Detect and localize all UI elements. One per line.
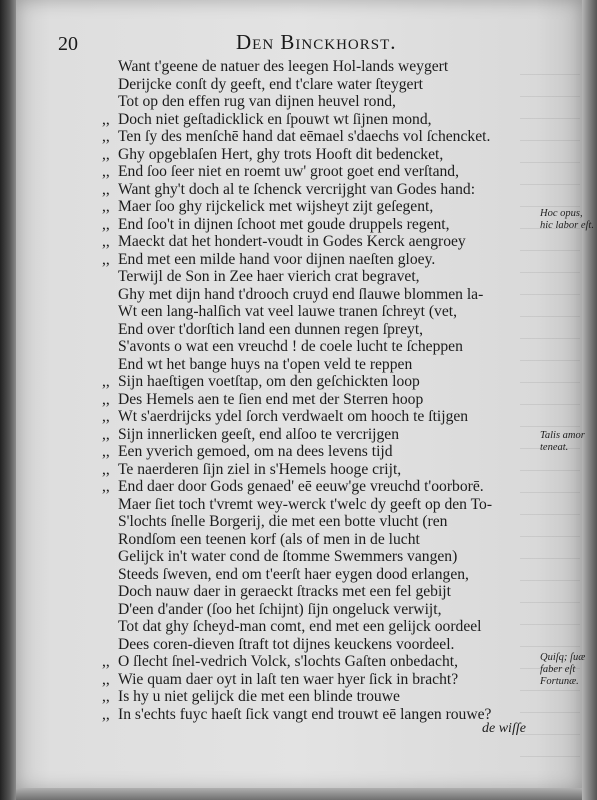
verse-line <box>102 198 433 216</box>
quotation-mark: ,, <box>102 233 110 250</box>
verse-text: Een yverich gemoed, om na dees levens tijd <box>118 443 393 460</box>
quotation-mark: ,, <box>102 425 110 443</box>
verse-line <box>102 461 401 479</box>
quotation-mark: ,, <box>102 198 110 215</box>
verse-text: S'lochts ſnelle Borgerij, die met een botte vlucht (ren <box>118 513 448 530</box>
verse-line <box>118 618 482 636</box>
verse-text: Wt s'aerdrijcks ydel ſorch verdwaelt om hooch te ſtijgen <box>118 408 469 425</box>
verse-line <box>102 408 468 426</box>
quotation-mark: ,, <box>102 110 110 128</box>
quotation-mark: ,, <box>102 163 110 180</box>
quotation-mark: ,, <box>102 373 110 390</box>
verse-text: Wie quam daer oyt in laſt ten waer hyer ſick in bracht? <box>118 670 459 688</box>
verse-text: Maeckt dat het hondert-voudt in Godes Kerck aengroey <box>118 233 466 250</box>
verse-line <box>102 216 450 234</box>
verse-text: Wt een lang-halſich vat veel lauwe tranen ſchreyt (vet, <box>118 303 458 320</box>
running-head: Den Binckhorst. <box>236 30 397 54</box>
quotation-mark: ,, <box>102 145 110 163</box>
verse-line <box>102 671 458 689</box>
verse-text: End met een milde hand voor dijnen naeſten gloey. <box>118 250 436 268</box>
margin-note: Talis amor teneat. <box>540 430 585 453</box>
verse-text: Ghy opgeblaſen Hert, ghy trots Hooft dit bedencket, <box>118 145 444 163</box>
quotation-mark: ,, <box>102 128 110 145</box>
verse-line <box>102 653 458 671</box>
verse-line <box>118 338 463 356</box>
verse-line <box>102 111 432 129</box>
quotation-mark: ,, <box>102 215 110 233</box>
verse-line <box>118 76 423 94</box>
quotation-mark: ,, <box>102 460 110 478</box>
verse-line <box>118 583 451 601</box>
verse-text: Steeds ſweven, end om t'eerſt haer eygen dood erlangen, <box>118 565 469 583</box>
verse-text: Maer ſiet toch t'vremt wey-werck t'welc dy geeft op den To- <box>118 495 493 513</box>
verse-line <box>102 146 443 164</box>
verse-line <box>118 496 492 514</box>
quotation-mark: ,, <box>102 478 110 495</box>
verse-text: Tot op den effen rug van dijnen heuvel rond, <box>118 93 396 110</box>
verse-text: End over t'dorſtich land een dunnen regen ſpreyt, <box>118 320 424 338</box>
verse-line <box>102 706 491 724</box>
page-bottom-edge <box>16 788 582 800</box>
verse-text: Tot dat ghy ſcheyd-man comt, end met een gelijck oordeel <box>118 618 482 635</box>
margin-note: Hoc opus, hic labor eſt. <box>540 208 594 231</box>
quotation-mark: ,, <box>102 688 110 705</box>
verse-text: S'avonts o wat een vreuchd ! de coele lucht te ſcheppen <box>118 338 463 355</box>
verse-line <box>102 251 435 269</box>
quotation-mark: ,, <box>102 390 110 408</box>
verse-line <box>102 443 393 461</box>
verse-line <box>118 513 447 531</box>
verse-text: Gelijck in't water cond de ſtomme Swemmers vangen) <box>118 548 458 565</box>
verse-text: Sijn haeſtigen voetſtap, om den geſchickten loop <box>118 373 420 390</box>
verse-text: Ghy met dijn hand t'drooch cruyd end ſlauwe blommen la- <box>118 285 484 303</box>
verse-line <box>102 426 399 444</box>
verse-line <box>118 356 412 374</box>
verse-line <box>102 478 484 496</box>
verse-text: Dees coren-dieven ſtraft tot dijnes keuckens voordeel. <box>118 635 455 653</box>
verse-line <box>118 58 448 76</box>
binding-gutter <box>0 0 16 800</box>
quotation-mark: ,, <box>102 408 110 425</box>
page-number: 20 <box>58 33 78 55</box>
verse-text: Is hy u niet gelijck die met een blinde trouwe <box>118 688 400 705</box>
verse-line <box>118 268 420 286</box>
verse-line <box>118 548 457 566</box>
verse-line <box>102 391 423 409</box>
quotation-mark: ,, <box>102 250 110 268</box>
verse-text: Doch niet geſtadicklick en ſpouwt wt ſijnen mond, <box>118 110 432 128</box>
verse-line <box>102 233 466 251</box>
quotation-mark: ,, <box>102 443 110 460</box>
quotation-mark: ,, <box>102 653 110 670</box>
catchword: de wiſſe <box>482 721 526 736</box>
verse-text: Des Hemels aen te ſien end met der Sterren hoop <box>118 390 424 408</box>
quotation-mark: ,, <box>102 180 110 198</box>
verse-line <box>102 128 490 146</box>
verse-text: Sijn innerlicken geeſt, end alſoo te vercrijgen <box>118 425 400 443</box>
verse-line <box>102 181 475 199</box>
verse-line <box>118 303 457 321</box>
quotation-mark: ,, <box>102 670 110 688</box>
verse-line <box>118 93 396 111</box>
verse-text: Want ghy't doch al te ſchenck vercrijght van Godes hand: <box>118 180 476 198</box>
verse-line <box>118 601 441 619</box>
verse-text: Maer ſoo ghy rijckelick met wijsheyt zijt geſegent, <box>118 198 434 215</box>
margin-note: Quiſq; ſuæ faber eſt Fortunæ. <box>540 652 586 687</box>
verse-line <box>118 531 420 549</box>
verse-text: In s'echts fuyc haeſt ſick vangt end trouwt eē langen rouwe? <box>118 705 492 723</box>
verse-text: O ſlecht ſnel-vedrich Volck, s'lochts Gaſten onbedacht, <box>118 653 459 670</box>
verse-line <box>118 636 454 654</box>
verse-text: Doch nauw daer in geraeckt ſtracks met een fel gebijt <box>118 583 451 600</box>
verse-text: D'een d'ander (ſoo het ſchijnt) ſijn ongeluck verwijt, <box>118 600 442 618</box>
verse-text: Derijcke conſt dy geeft, end t'clare water ſteygert <box>118 75 424 93</box>
verse-text: End ſoo't in dijnen ſchoot met goude druppels regent, <box>118 215 450 233</box>
verse-text: End daer door Gods genaed' eē eeuw'ge vreuchd t'oorborē. <box>118 478 484 495</box>
verse-line <box>118 321 423 339</box>
verse-line <box>118 566 469 584</box>
verse-text: Rondſom een teenen korf (als of men in de lucht <box>118 530 420 548</box>
quotation-mark: ,, <box>102 705 110 723</box>
verse-text: Te naerderen ſijn ziel in s'Hemels hooge crijt, <box>118 460 402 478</box>
verse-text: Ten ſy des menſchē hand dat eēmael s'daechs vol ſchencket. <box>118 128 491 145</box>
verse-line <box>118 286 483 304</box>
verse-text: Terwijl de Son in Zee haer vierich crat begravet, <box>118 268 420 285</box>
verse-text: End wt het bange huys na t'open veld te reppen <box>118 355 413 373</box>
verse-text: Want t'geene de natuer des leegen Hol-lands weygert <box>118 58 449 75</box>
verse-text: End ſoo ſeer niet en roemt uw' groot goet end verſtand, <box>118 163 460 180</box>
verse-line <box>102 373 420 391</box>
verse-line <box>102 688 400 706</box>
verse-line <box>102 163 459 181</box>
